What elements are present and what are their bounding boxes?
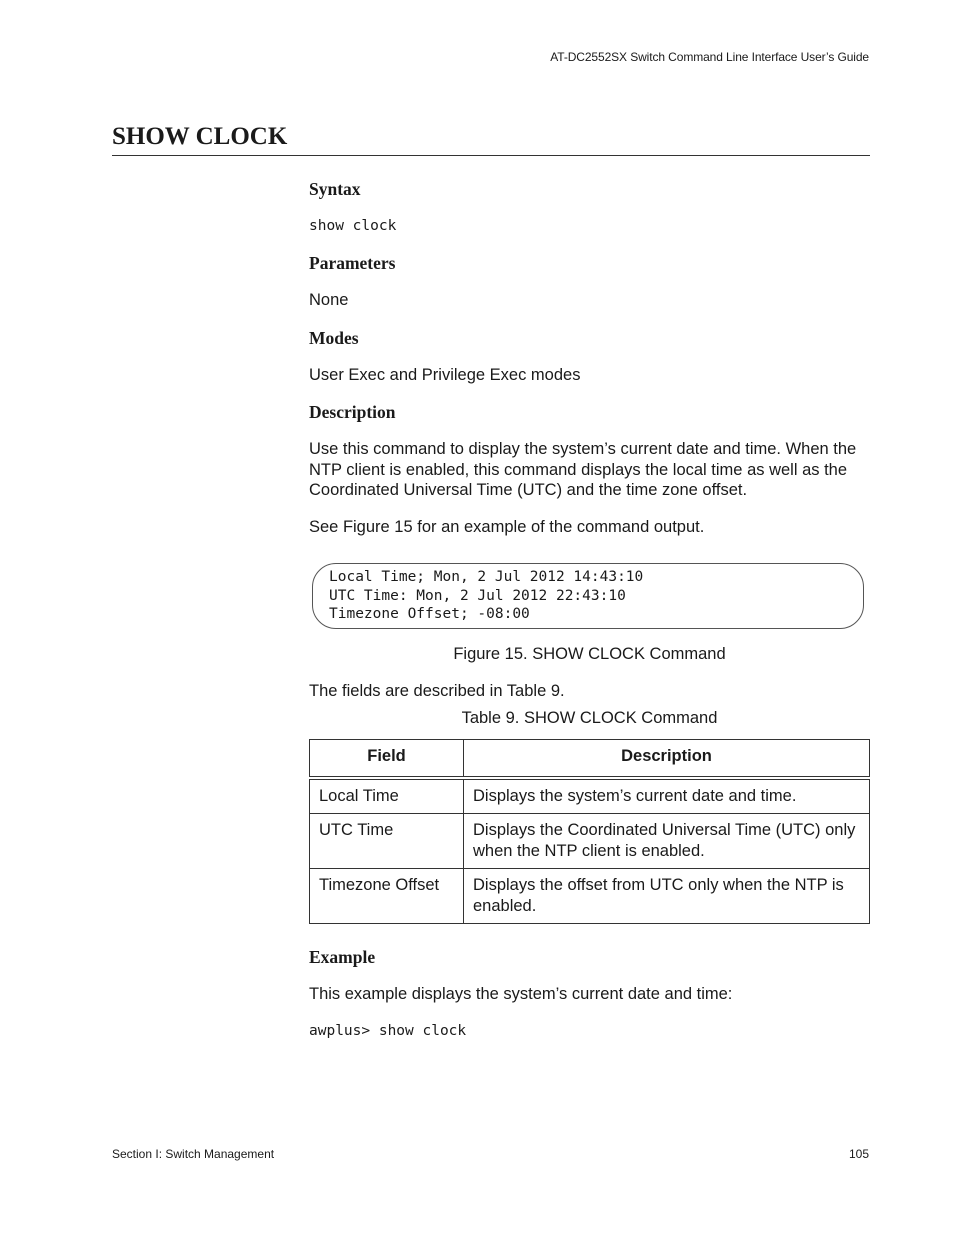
command-output-figure xyxy=(312,563,864,629)
footer-section: Section I: Switch Management xyxy=(112,1147,275,1161)
parameters-heading: Parameters xyxy=(309,253,396,273)
modes-text: User Exec and Privilege Exec modes xyxy=(309,365,581,384)
main-content xyxy=(309,178,870,1057)
cell-field: UTC Time xyxy=(310,814,464,869)
header-field: Field xyxy=(310,740,464,778)
cell-field: Timezone Offset xyxy=(310,869,464,924)
syntax-heading: Syntax xyxy=(309,179,361,199)
description-paragraph: Use this command to display the system’s current date and time. When the NTP client is enabled, this command displays the local time as well as the Coordinated Universal Time (UTC) and the time zone offset. xyxy=(309,440,857,499)
fields-table xyxy=(309,739,870,924)
output-line-local-time: Local Time; Mon, 2 Jul 2012 14:43:10 xyxy=(329,569,644,585)
cell-description: Displays the offset from UTC only when the NTP is enabled. xyxy=(464,869,870,924)
table-caption: Table 9. SHOW CLOCK Command xyxy=(461,709,718,727)
modes-heading: Modes xyxy=(309,327,359,348)
page-number: 105 xyxy=(848,1147,869,1161)
fields-intro: The fields are described in Table 9. xyxy=(309,681,565,700)
table-row xyxy=(310,814,870,869)
table-row xyxy=(310,778,870,814)
parameters-text: None xyxy=(309,291,349,309)
figure-caption: Figure 15. SHOW CLOCK Command xyxy=(453,644,726,663)
output-line-timezone-offset: Timezone Offset; -08:00 xyxy=(329,606,530,622)
description-heading: Description xyxy=(309,402,396,422)
syntax-code: show clock xyxy=(309,218,397,234)
table-row xyxy=(310,869,870,924)
table-header-row xyxy=(310,740,870,778)
header-description: Description xyxy=(464,740,870,778)
running-header: AT-DC2552SX Switch Command Line Interface User’s Guide xyxy=(550,50,869,64)
figure-reference: See Figure 15 for an example of the command output. xyxy=(309,517,705,536)
cell-description: Displays the system’s current date and time. xyxy=(464,778,870,814)
example-heading: Example xyxy=(309,947,376,967)
example-text: This example displays the system’s current date and time: xyxy=(309,985,733,1003)
page-title: SHOW CLOCK xyxy=(112,122,870,156)
output-line-utc-time: UTC Time: Mon, 2 Jul 2012 22:43:10 xyxy=(329,587,626,604)
cell-field: Local Time xyxy=(310,778,464,814)
example-code: awplus> show clock xyxy=(309,1022,467,1039)
cell-description: Displays the Coordinated Universal Time (UTC) only when the NTP client is enabled. xyxy=(464,814,870,869)
